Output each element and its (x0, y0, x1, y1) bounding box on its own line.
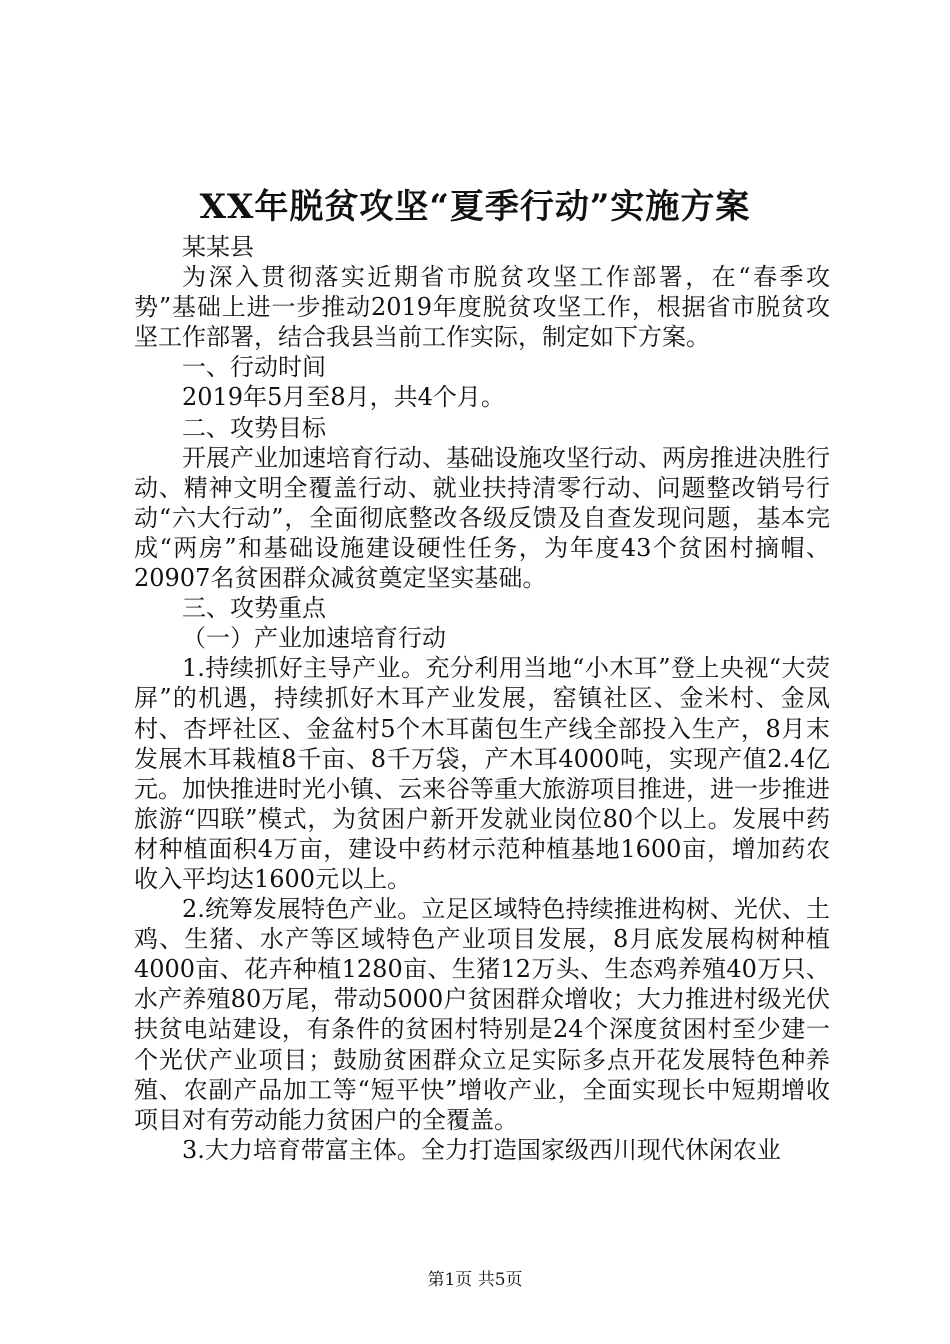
page-footer: 第1页 共5页 (427, 1270, 523, 1290)
section-heading-goals: 二、攻势目标 (182, 413, 326, 442)
item-paragraph-1: 1.持续抓好主导产业。充分利用当地“小木耳”登上央视“大荧屏”的机遇，持续抓好木耳产业发展，窑镇社区、金米村、金凤村、杏坪社区、金盆村5个木耳菌包生产线全部投入生产，8月末发展木耳栽植8千亩、8千万袋，产木耳4000吨，实现产值2.4亿元。加快推进时光小镇、云来谷等重大旅游项目推进，进一步推进旅游“四联”模式，为贫困户新开发就业岗位80个以上。发展中药材种植面积4万亩，建设中药材示范种植基地1600亩，增加药农收入平均达1600元以上。 (134, 654, 830, 893)
subsection-heading-industry: （一）产业加速培育行动 (182, 624, 446, 653)
section-heading-time: 一、行动时间 (182, 353, 326, 382)
time-paragraph: 2019年5月至8月，共4个月。 (182, 383, 505, 412)
intro-paragraph: 为深入贯彻落实近期省市脱贫攻坚工作部署，在“春季攻势”基础上进一步推动2019年度脱贫攻坚工作，根据省市脱贫攻坚工作部署，结合我县当前工作实际，制定如下方案。 (134, 263, 830, 352)
goals-paragraph: 开展产业加速培育行动、基础设施攻坚行动、两房推进决胜行动、精神文明全覆盖行动、就业扶持清零行动、问题整改销号行动“六大行动”，全面彻底整改各级反馈及自查发现问题，基本完成“两房”和基础设施建设硬性任务，为年度43个贫困村摘帽、20907名贫困群众减贫奠定坚实基础。 (134, 443, 830, 593)
item-paragraph-2: 2.统筹发展特色产业。立足区域特色持续推进构树、光伏、土鸡、生猪、水产等区域特色产业项目发展，8月底发展构树种植4000亩、花卉种植1280亩、生猪12万头、生态鸡养殖40万只、水产养殖80万尾，带动5000户贫困群众增收；大力推进村级光伏扶贫电站建设，有条件的贫困村特别是24个深度贫困村至少建一个光伏产业项目；鼓励贫困群众立足实际多点开花发展特色种养殖、农副产品加工等“短平快”增收产业，全面实现长中短期增收项目对有劳动能力贫困户的全覆盖。 (134, 895, 830, 1134)
document-title: XX年脱贫攻坚“夏季行动”实施方案 (199, 187, 751, 227)
document-body (134, 232, 830, 1165)
author-line: 某某县 (182, 233, 254, 261)
section-heading-focus: 三、攻势重点 (182, 594, 326, 623)
item-paragraph-3: 3.大力培育带富主体。全力打造国家级西川现代休闲农业 (182, 1135, 781, 1164)
